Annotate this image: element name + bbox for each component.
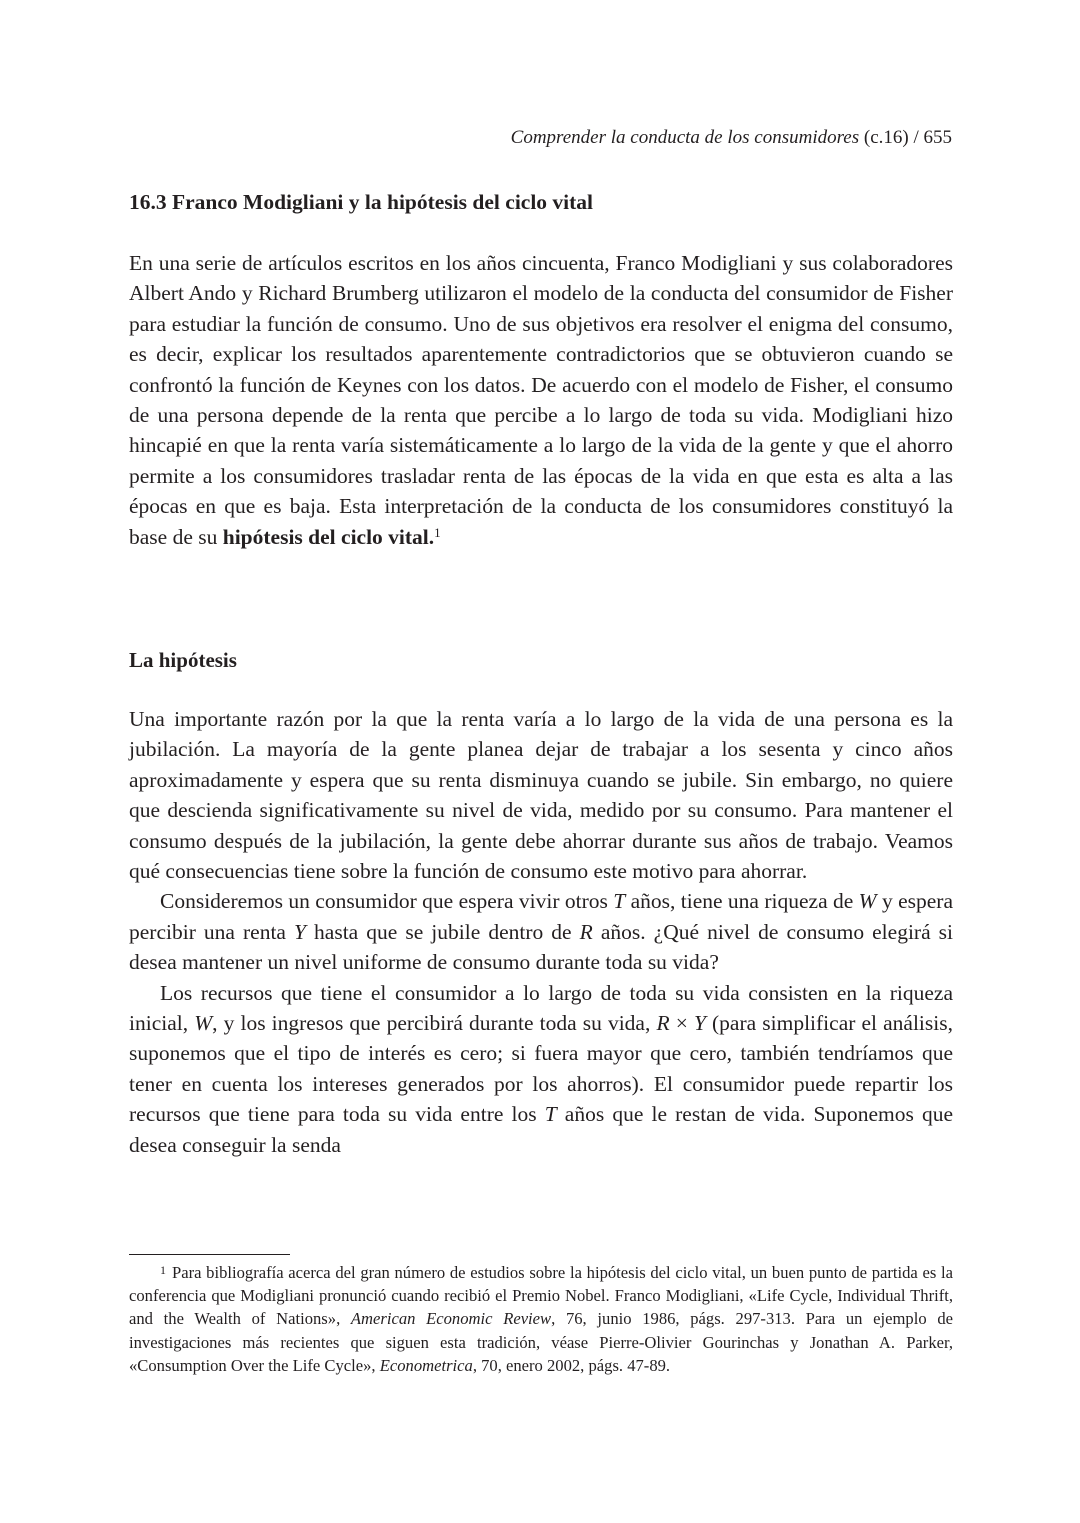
paragraph-retirement: Una importante razón por la que la renta varía a lo largo de la vida de una persona es la jubilación. La mayoría de la gente planea dejar de trabajar a los sesenta y cinco años aproximadamente y espera que su renta disminuya cuando se jubile. Sin embargo, no quiere que descienda significativamente su nivel de vida, medido por su consumo. Para mantener el consumo después de la jubilación, la gente debe ahorrar durante sus años de trabajo. Veamos qué consecuencias tiene sobre la función de consumo este motivo para ahorrar. <box>129 707 953 884</box>
footnote-text: , 76, junio 1986, págs. 297-313. Para un ejemplo de investigaciones más recientes que siguen esta tradición, véase Pierre-Olivier Gourinchas y Jonathan A. Parker, «Consumption Over the Life Cycle», <box>129 1309 953 1375</box>
paragraph-resources <box>129 978 953 1160</box>
main-text <box>129 704 953 1160</box>
variable-y: Y <box>294 919 306 944</box>
text-span: años, tiene una riqueza de <box>625 889 859 914</box>
text-span: años que le restan de vida. Suponemos que desea conseguir la senda <box>129 1102 953 1157</box>
variable-t: T <box>544 1102 557 1127</box>
intro-text: En una serie de artículos escritos en los años cincuenta, Franco Modigliani y sus colaboradores Albert Ando y Richard Brumberg utilizaron el modelo de la conducta del consumidor de Fisher para estudiar la función de consumo. Uno de sus objetivos era resolver el enigma del consumo, es decir, explicar los resultados aparentemente contradictorios que se obtuvieron cuando se confrontó la función de Keynes con los datos. De acuerdo con el modelo de Fisher, el consumo de una persona depende de la renta que percibe a lo largo de toda su vida. Modigliani hizo hincapié en que la renta varía sistemáticamente a lo largo de la vida de la gente y que el ahorro permite a los consumidores trasladar renta de las épocas de la vida en que esta es alta a las épocas en que es baja. Esta interpretación de la conducta de los consumidores constituyó la base de su <box>129 251 953 549</box>
footnote-reference[interactable]: 1 <box>434 524 441 540</box>
footnote <box>129 1261 953 1377</box>
variable-r: R <box>656 1011 670 1036</box>
variable-r: R <box>579 919 593 944</box>
page-number: 655 <box>923 127 952 148</box>
running-head-chapter: (c.16) <box>859 127 909 148</box>
text-span: (para simplificar el análisis, suponemos que el tipo de interés es cero; si fuera mayor que cero, también tendríamos que tener en cuenta los intereses generados por los ahorros). El consumidor puede repartir los recursos que tiene para toda su vida entre los <box>129 1011 953 1127</box>
text-span: Consideremos un consumidor que espera vivir otros <box>160 889 614 914</box>
footnote-text: Para bibliografía acerca del gran número de estudios sobre la hipótesis del ciclo vital, un buen punto de partida es la conferencia que Modigliani pronunció cuando recibió el Premio Nobel. Franco Modigliani, «Life Cycle, Individual Thrift, and the Wealth of Nations», <box>129 1263 953 1329</box>
variable-y: Y <box>693 1011 706 1036</box>
times-symbol: × <box>669 1011 694 1036</box>
paragraph-consumer <box>129 886 953 977</box>
text-span: , y los ingresos que percibirá durante toda su vida, <box>212 1011 657 1036</box>
running-head-title: Comprender la conducta de los consumidores <box>510 127 860 148</box>
intro-paragraph <box>129 248 953 552</box>
variable-w: W <box>858 889 877 914</box>
text-span: años. ¿Qué nivel de consumo elegirá si desea mantener un nivel uniforme de consumo durante toda su vida? <box>129 919 954 975</box>
text-span: hasta que se jubile dentro de <box>305 919 580 944</box>
section-title: 16.3 Franco Modigliani y la hipótesis del ciclo vital <box>129 190 594 214</box>
running-head <box>129 124 952 152</box>
intro-period: . <box>428 524 435 549</box>
running-head-separator: / <box>908 127 924 148</box>
journal-title: Econometrica <box>379 1355 473 1375</box>
text-span: y espera percibir una renta <box>129 889 954 944</box>
variable-t: T <box>613 889 626 914</box>
key-term: hipótesis del ciclo vital <box>222 524 429 549</box>
journal-title: American Economic Review <box>350 1309 552 1329</box>
footnote-number: 1 <box>160 1263 166 1277</box>
text-span: Los recursos que tiene el consumidor a lo largo de toda su vida consisten en la riqueza inicial, <box>129 980 953 1036</box>
footnote-divider <box>129 1254 290 1255</box>
footnote-text: , 70, enero 2002, págs. 47-89. <box>472 1355 671 1375</box>
variable-w: W <box>194 1011 213 1036</box>
subsection-title: La hipótesis <box>129 648 237 672</box>
